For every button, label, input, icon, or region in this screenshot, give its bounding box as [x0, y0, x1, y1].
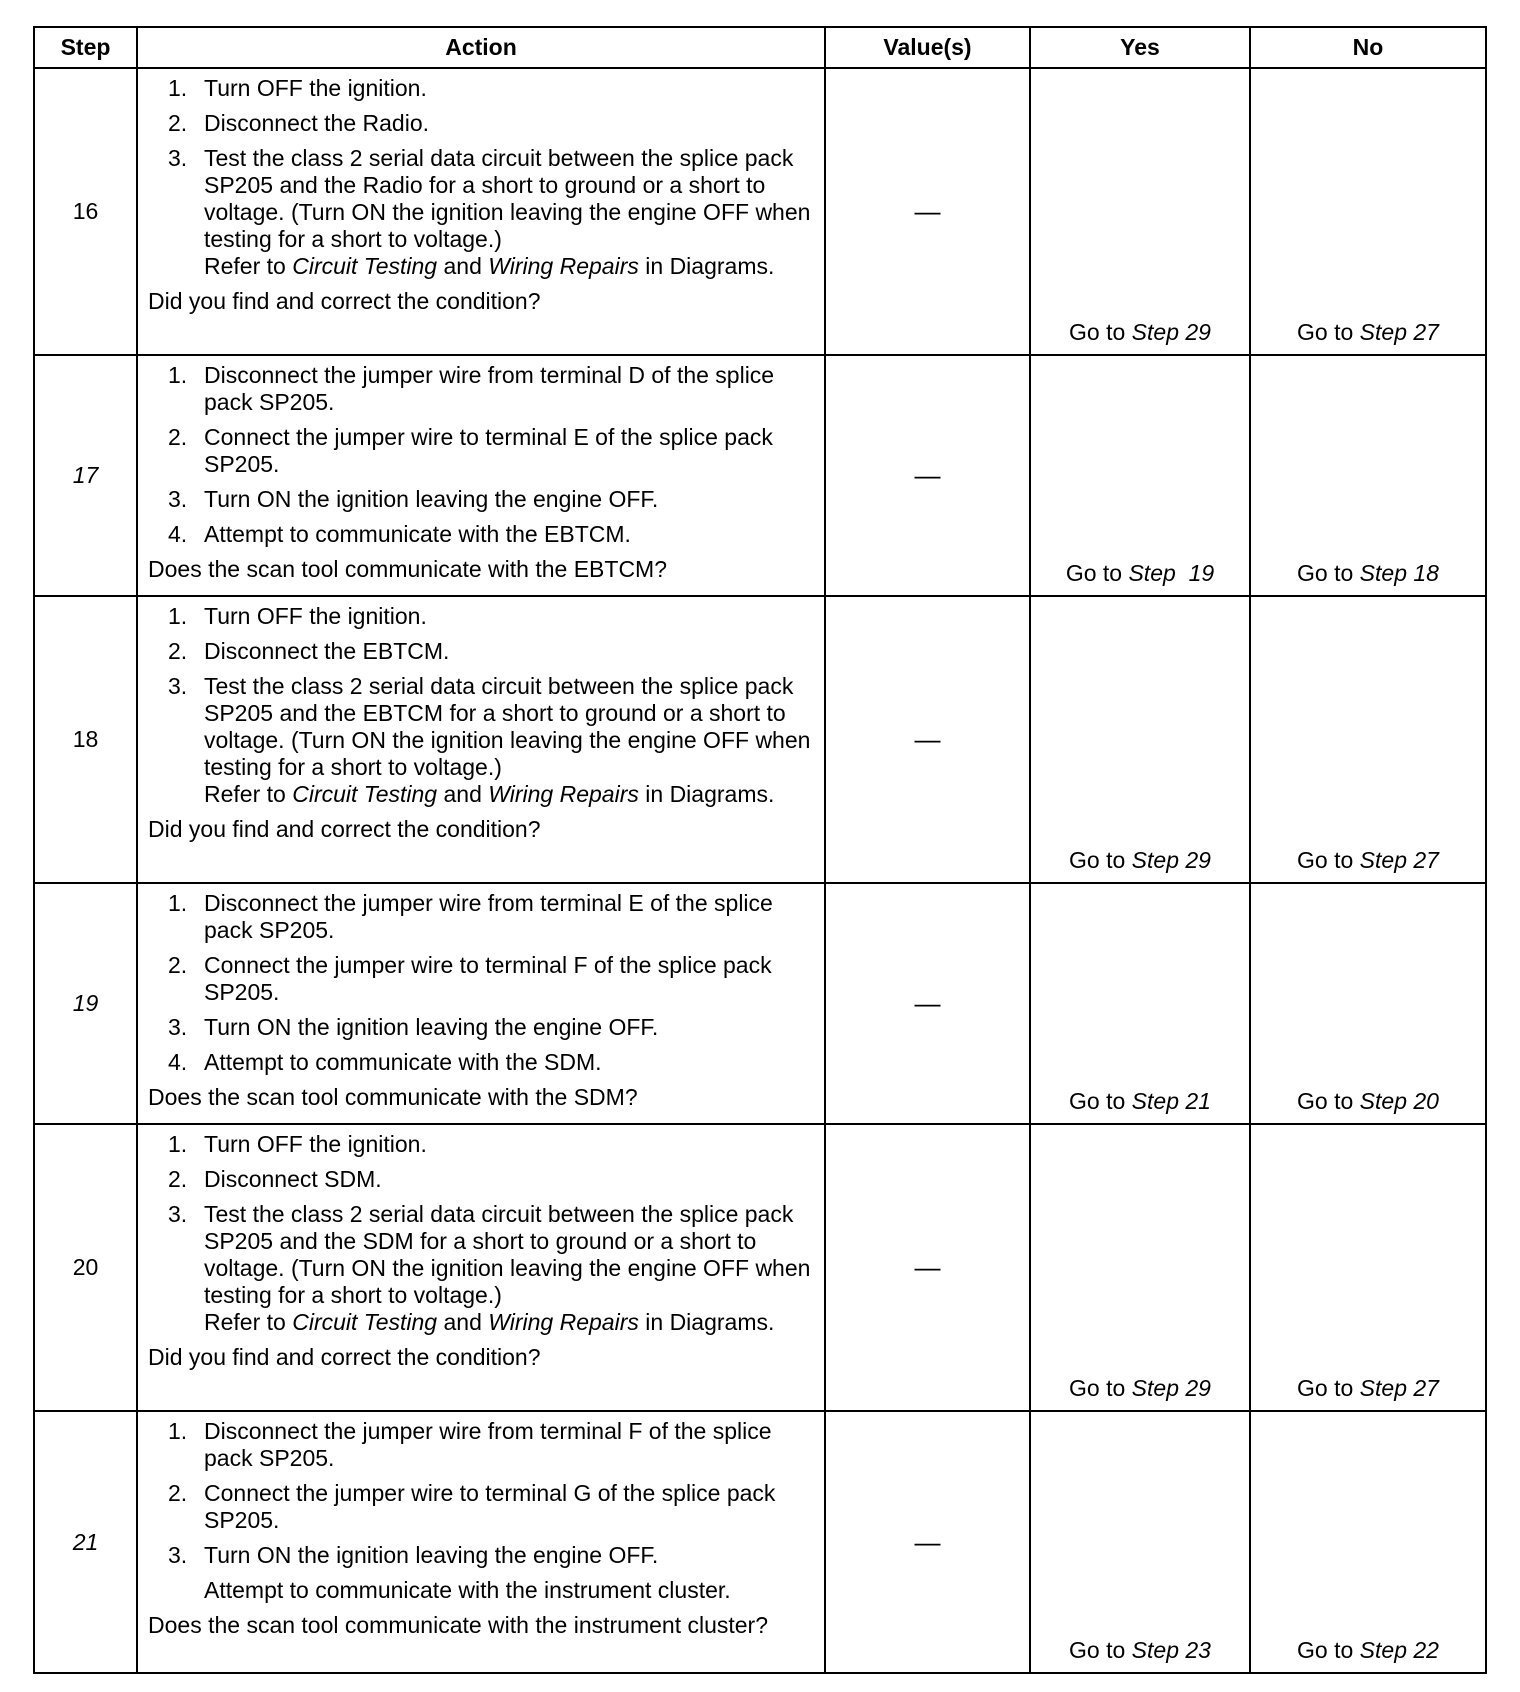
reference-text: Refer to Circuit Testing and Wiring Repairs in Diagrams.	[204, 781, 775, 807]
action-item: 1. Disconnect the jumper wire from terminal E of the splice pack SP205.	[168, 890, 773, 943]
value-cell: —	[825, 883, 1030, 1124]
question-text: Did you find and correct the condition?	[148, 1344, 541, 1370]
step-number: 20	[34, 1124, 137, 1411]
yes-cell: Go to Step 29	[1030, 1124, 1250, 1411]
header-values: Value(s)	[825, 27, 1030, 68]
header-no: No	[1250, 27, 1486, 68]
step-number: 17	[34, 355, 137, 596]
step-number: 19	[34, 883, 137, 1124]
header-yes: Yes	[1030, 27, 1250, 68]
action-item: 4. Attempt to communicate with the EBTCM.	[168, 521, 631, 547]
table-row	[34, 883, 1486, 1124]
action-item: Attempt to communicate with the instrument cluster.	[204, 1577, 731, 1603]
action-item: 1. Disconnect the jumper wire from terminal D of the splice pack SP205.	[168, 362, 775, 415]
no-cell: Go to Step 27	[1250, 1124, 1486, 1411]
action-item: 4. Attempt to communicate with the SDM.	[168, 1049, 602, 1075]
reference-text: Refer to Circuit Testing and Wiring Repairs in Diagrams.	[204, 253, 775, 279]
question-text: Does the scan tool communicate with the instrument cluster?	[148, 1612, 769, 1638]
table-row	[34, 68, 1486, 355]
action-item: 1. Turn OFF the ignition.	[168, 75, 427, 101]
action-item: 1. Turn OFF the ignition.	[168, 603, 427, 629]
action-cell	[137, 883, 825, 1124]
value-cell: —	[825, 596, 1030, 883]
no-cell: Go to Step 20	[1250, 883, 1486, 1124]
yes-cell: Go to Step 21	[1030, 883, 1250, 1124]
table-row	[34, 1124, 1486, 1411]
value-cell: —	[825, 68, 1030, 355]
diagnostic-table-sheet	[33, 26, 1485, 1674]
header-action: Action	[137, 27, 825, 68]
action-item: 1. Turn OFF the ignition.	[168, 1131, 427, 1157]
action-item: 1. Disconnect the jumper wire from terminal F of the splice pack SP205.	[168, 1418, 772, 1471]
action-cell	[137, 68, 825, 355]
question-text: Does the scan tool communicate with the EBTCM?	[148, 556, 668, 582]
value-cell: —	[825, 1411, 1030, 1673]
action-item: 2. Disconnect SDM.	[168, 1166, 382, 1192]
action-item: 3. Turn ON the ignition leaving the engine OFF.	[168, 486, 659, 512]
action-item: 3. Turn ON the ignition leaving the engine OFF.	[168, 1014, 659, 1040]
step-number: 16	[34, 68, 137, 355]
reference-text: Refer to Circuit Testing and Wiring Repairs in Diagrams.	[204, 1309, 775, 1335]
action-item: 2. Connect the jumper wire to terminal G of the splice pack SP205.	[168, 1480, 776, 1533]
action-cell	[137, 1124, 825, 1411]
action-item: 2. Disconnect the Radio.	[168, 110, 430, 136]
header-row	[34, 27, 1486, 68]
action-item: 3. Test the class 2 serial data circuit between the splice pack SP205 and the EBTCM for a short to ground or a short to voltage. (Turn ON the ignition leaving the engine OFF when testing for a short to voltage.) Refer to Circuit Testing and Wiring Repairs in Diagrams.	[148, 673, 814, 808]
action-cell	[137, 596, 825, 883]
yes-cell: Go to Step 29	[1030, 68, 1250, 355]
value-cell: —	[825, 355, 1030, 596]
header-step: Step	[34, 27, 137, 68]
yes-cell: Go to Step 29	[1030, 596, 1250, 883]
diagnostic-table	[33, 26, 1487, 1674]
yes-cell: Go to Step 19	[1030, 355, 1250, 596]
value-cell: —	[825, 1124, 1030, 1411]
action-item: 3. Test the class 2 serial data circuit between the splice pack SP205 and the SDM for a short to ground or a short to voltage. (Turn ON the ignition leaving the engine OFF when testing for a short to voltage.) Refer to Circuit Testing and Wiring Repairs in Diagrams.	[148, 1201, 814, 1336]
question-text: Did you find and correct the condition?	[148, 816, 541, 842]
step-number: 18	[34, 596, 137, 883]
action-item: 2. Connect the jumper wire to terminal E of the splice pack SP205.	[168, 424, 773, 477]
table-row	[34, 1411, 1486, 1673]
action-item: 2. Disconnect the EBTCM.	[168, 638, 450, 664]
table-row	[34, 355, 1486, 596]
action-cell	[137, 355, 825, 596]
no-cell: Go to Step 18	[1250, 355, 1486, 596]
no-cell: Go to Step 27	[1250, 596, 1486, 883]
action-cell	[137, 1411, 825, 1673]
yes-cell: Go to Step 23	[1030, 1411, 1250, 1673]
action-item: 3. Turn ON the ignition leaving the engine OFF.	[168, 1542, 659, 1568]
action-item: 2. Connect the jumper wire to terminal F of the splice pack SP205.	[168, 952, 772, 1005]
question-text: Did you find and correct the condition?	[148, 288, 541, 314]
table-row	[34, 596, 1486, 883]
step-number: 21	[34, 1411, 137, 1673]
no-cell: Go to Step 22	[1250, 1411, 1486, 1673]
action-item: 3. Test the class 2 serial data circuit between the splice pack SP205 and the Radio for a short to ground or a short to voltage. (Turn ON the ignition leaving the engine OFF when testing for a short to voltage.) Refer to Circuit Testing and Wiring Repairs in Diagrams.	[148, 145, 814, 280]
question-text: Does the scan tool communicate with the SDM?	[148, 1084, 638, 1110]
no-cell: Go to Step 27	[1250, 68, 1486, 355]
